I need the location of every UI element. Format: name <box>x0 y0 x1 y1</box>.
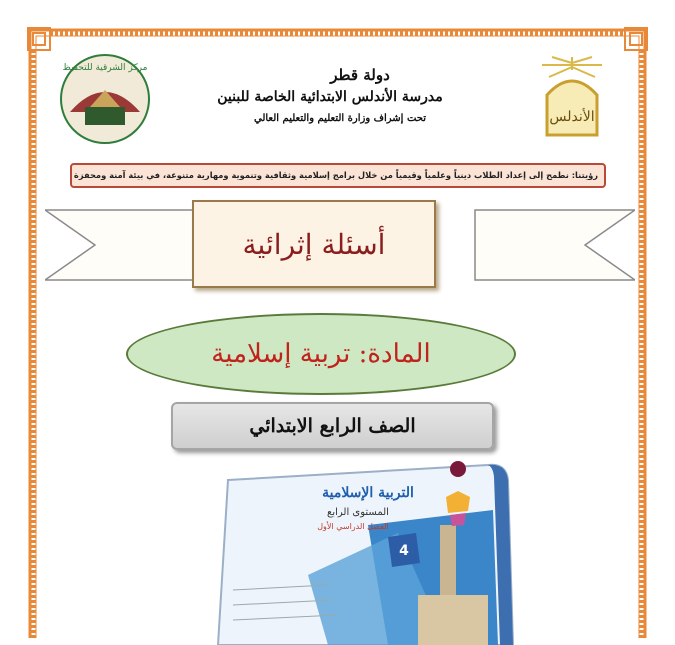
supervision-line: تحت إشراف وزارة التعليم والتعليم العالي <box>254 113 426 124</box>
vision-statement: رؤيتنا: نطمح إلى إعداد الطلاب دينياً وعلمياً وقيمياً من خلال برامج إسلامية وثقافية وتنموية ومهارية متنوعة، في بيئة آمنة ومحفزة <box>70 163 606 188</box>
textbook-cover <box>188 455 518 645</box>
grade-box <box>171 402 494 450</box>
book-level: المستوى الرابع <box>327 507 389 518</box>
page-title: أسئلة إثرائية <box>242 227 386 261</box>
book-number: 4 <box>399 543 409 559</box>
left-logo <box>55 52 155 147</box>
country-name: دولة قطر <box>330 66 390 84</box>
ministry-emblem <box>450 461 466 477</box>
book-title: التربية الإسلامية <box>322 485 414 501</box>
right-logo-text: الأندلس <box>549 109 595 125</box>
title-box <box>192 200 436 288</box>
right-logo <box>527 55 617 140</box>
book-term: الفصل الدراسي الأول <box>317 522 389 531</box>
left-logo-text: مركز الشرقية للتحفيظ <box>62 63 148 73</box>
subject-oval <box>126 313 516 395</box>
school-name: مدرسة الأندلس الابتدائية الخاصة للبنين <box>217 89 443 105</box>
grade-label: الصف الرابع الابتدائي <box>249 415 416 437</box>
subject-label: المادة: تربية إسلامية <box>211 339 431 369</box>
